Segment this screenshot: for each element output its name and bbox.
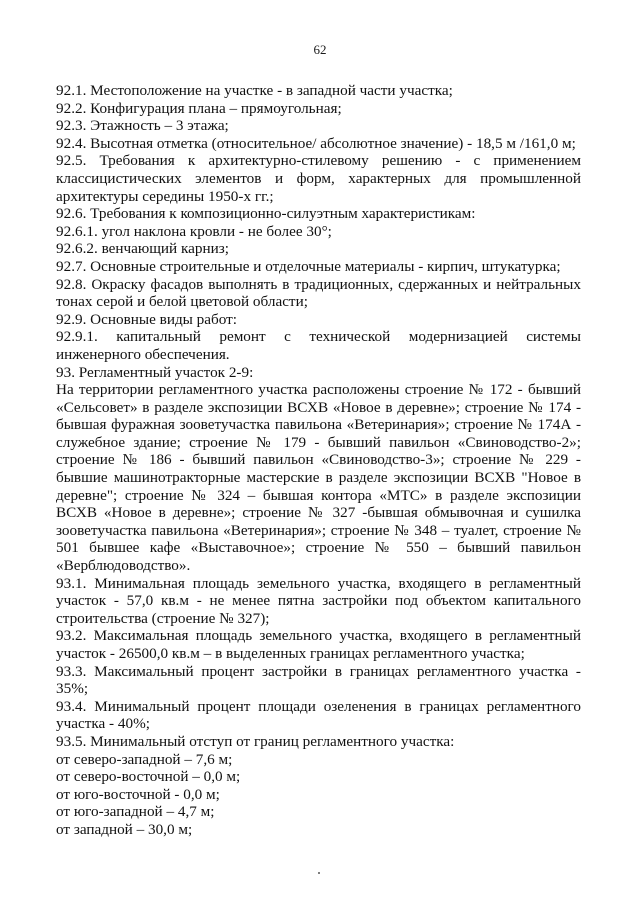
paragraph-93-3: 93.3. Максимальный процент застройки в границах регламентного участка - 35%; — [56, 662, 581, 698]
paragraph-92-6-2: 92.6.2. венчающий карниз; — [56, 240, 229, 258]
paragraph-92-6-1: 92.6.1. угол наклона кровли - не более 30°; — [56, 222, 332, 240]
paragraph-93-5: 93.5. Минимальный отступ от границ регламентного участка: — [56, 732, 455, 750]
setback-southeast: от юго-восточной - 0,0 м; — [56, 785, 220, 803]
paragraph-92-1: 92.1. Местоположение на участке - в западной части участка; — [56, 82, 453, 99]
scan-speck — [318, 872, 320, 874]
document-body — [56, 82, 581, 839]
paragraph-93-1: 93.1. Минимальная площадь земельного участка, входящего в регламентный участок - 57,0 кв.м - не менее пятна застройки под объектом капитального строительства (строение № 327); — [56, 574, 581, 627]
paragraph-92-9: 92.9. Основные виды работ: — [56, 310, 237, 328]
setback-northwest: от северо-западной – 7,6 м; — [56, 750, 233, 768]
paragraph-93-buildings: На территории регламентного участка расположены строение № 172 - бывший «Сельсовет» в разделе экспозиции ВСХВ «Новое в деревне»; строение № 174 - бывшая фуражная зооветучастка павильона «Ветеринария»; строение № 174А - служебное здание; строение № 179 - бывший павильон «Свиноводство-2»; строение № 186 - бывший павильон «Свиноводство-3»; строение № 229 - бывшие машинотракторные мастерские в разделе экспозиции ВСХВ "Новое в деревне"; строение № 324 – бывшая контора «МТС» в разделе экспозиции ВСХВ «Новое в деревне»; строение № 327 -бывшая обмывочная и сушилка зооветучастка павильона «Ветеринария»; строение № 348 – туалет, строение № 501 бывшее кафе «Выставочное»; строение № 550 – бывший павильон «Верблюдоводство». — [56, 381, 581, 575]
setback-southwest: от юго-западной – 4,7 м; — [56, 803, 215, 821]
setback-west: от западной – 30,0 м; — [56, 820, 193, 838]
paragraph-92-2: 92.2. Конфигурация плана – прямоугольная; — [56, 99, 342, 117]
paragraph-93-4: 93.4. Минимальный процент площади озеленения в границах регламентного участка - 40%; — [56, 697, 581, 733]
paragraph-92-3: 92.3. Этажность – 3 этажа; — [56, 117, 229, 135]
paragraph-92-9-1: 92.9.1. капитальный ремонт с технической модернизацией системы инженерного обеспечения. — [56, 328, 581, 363]
paragraph-93-2: 93.2. Максимальная площадь земельного участка, входящего в регламентный участок - 26500,0 кв.м – в выделенных границах регламентного участка; — [56, 627, 581, 662]
paragraph-92-4: 92.4. Высотная отметка (относительное/ абсолютное значение) - 18,5 м /161,0 м; — [56, 134, 576, 152]
paragraph-92-6: 92.6. Требования к композиционно-силуэтным характеристикам: — [56, 205, 476, 223]
paragraph-92-5: 92.5. Требования к архитектурно-стилевому решению - с применением классицистических элементов и форм, характерных для промышленной архитектуры середины 1950-х гг.; — [56, 152, 581, 205]
setback-northeast: от северо-восточной – 0,0 м; — [56, 768, 241, 786]
page-number: 62 — [313, 42, 327, 57]
paragraph-92-8: 92.8. Окраску фасадов выполнять в традиционных, сдержанных и нейтральных тонах серой и белой цветовой области; — [56, 275, 581, 311]
paragraph-92-7: 92.7. Основные строительные и отделочные материалы - кирпич, штукатурка; — [56, 257, 561, 275]
paragraph-93-heading: 93. Регламентный участок 2-9: — [56, 363, 254, 381]
